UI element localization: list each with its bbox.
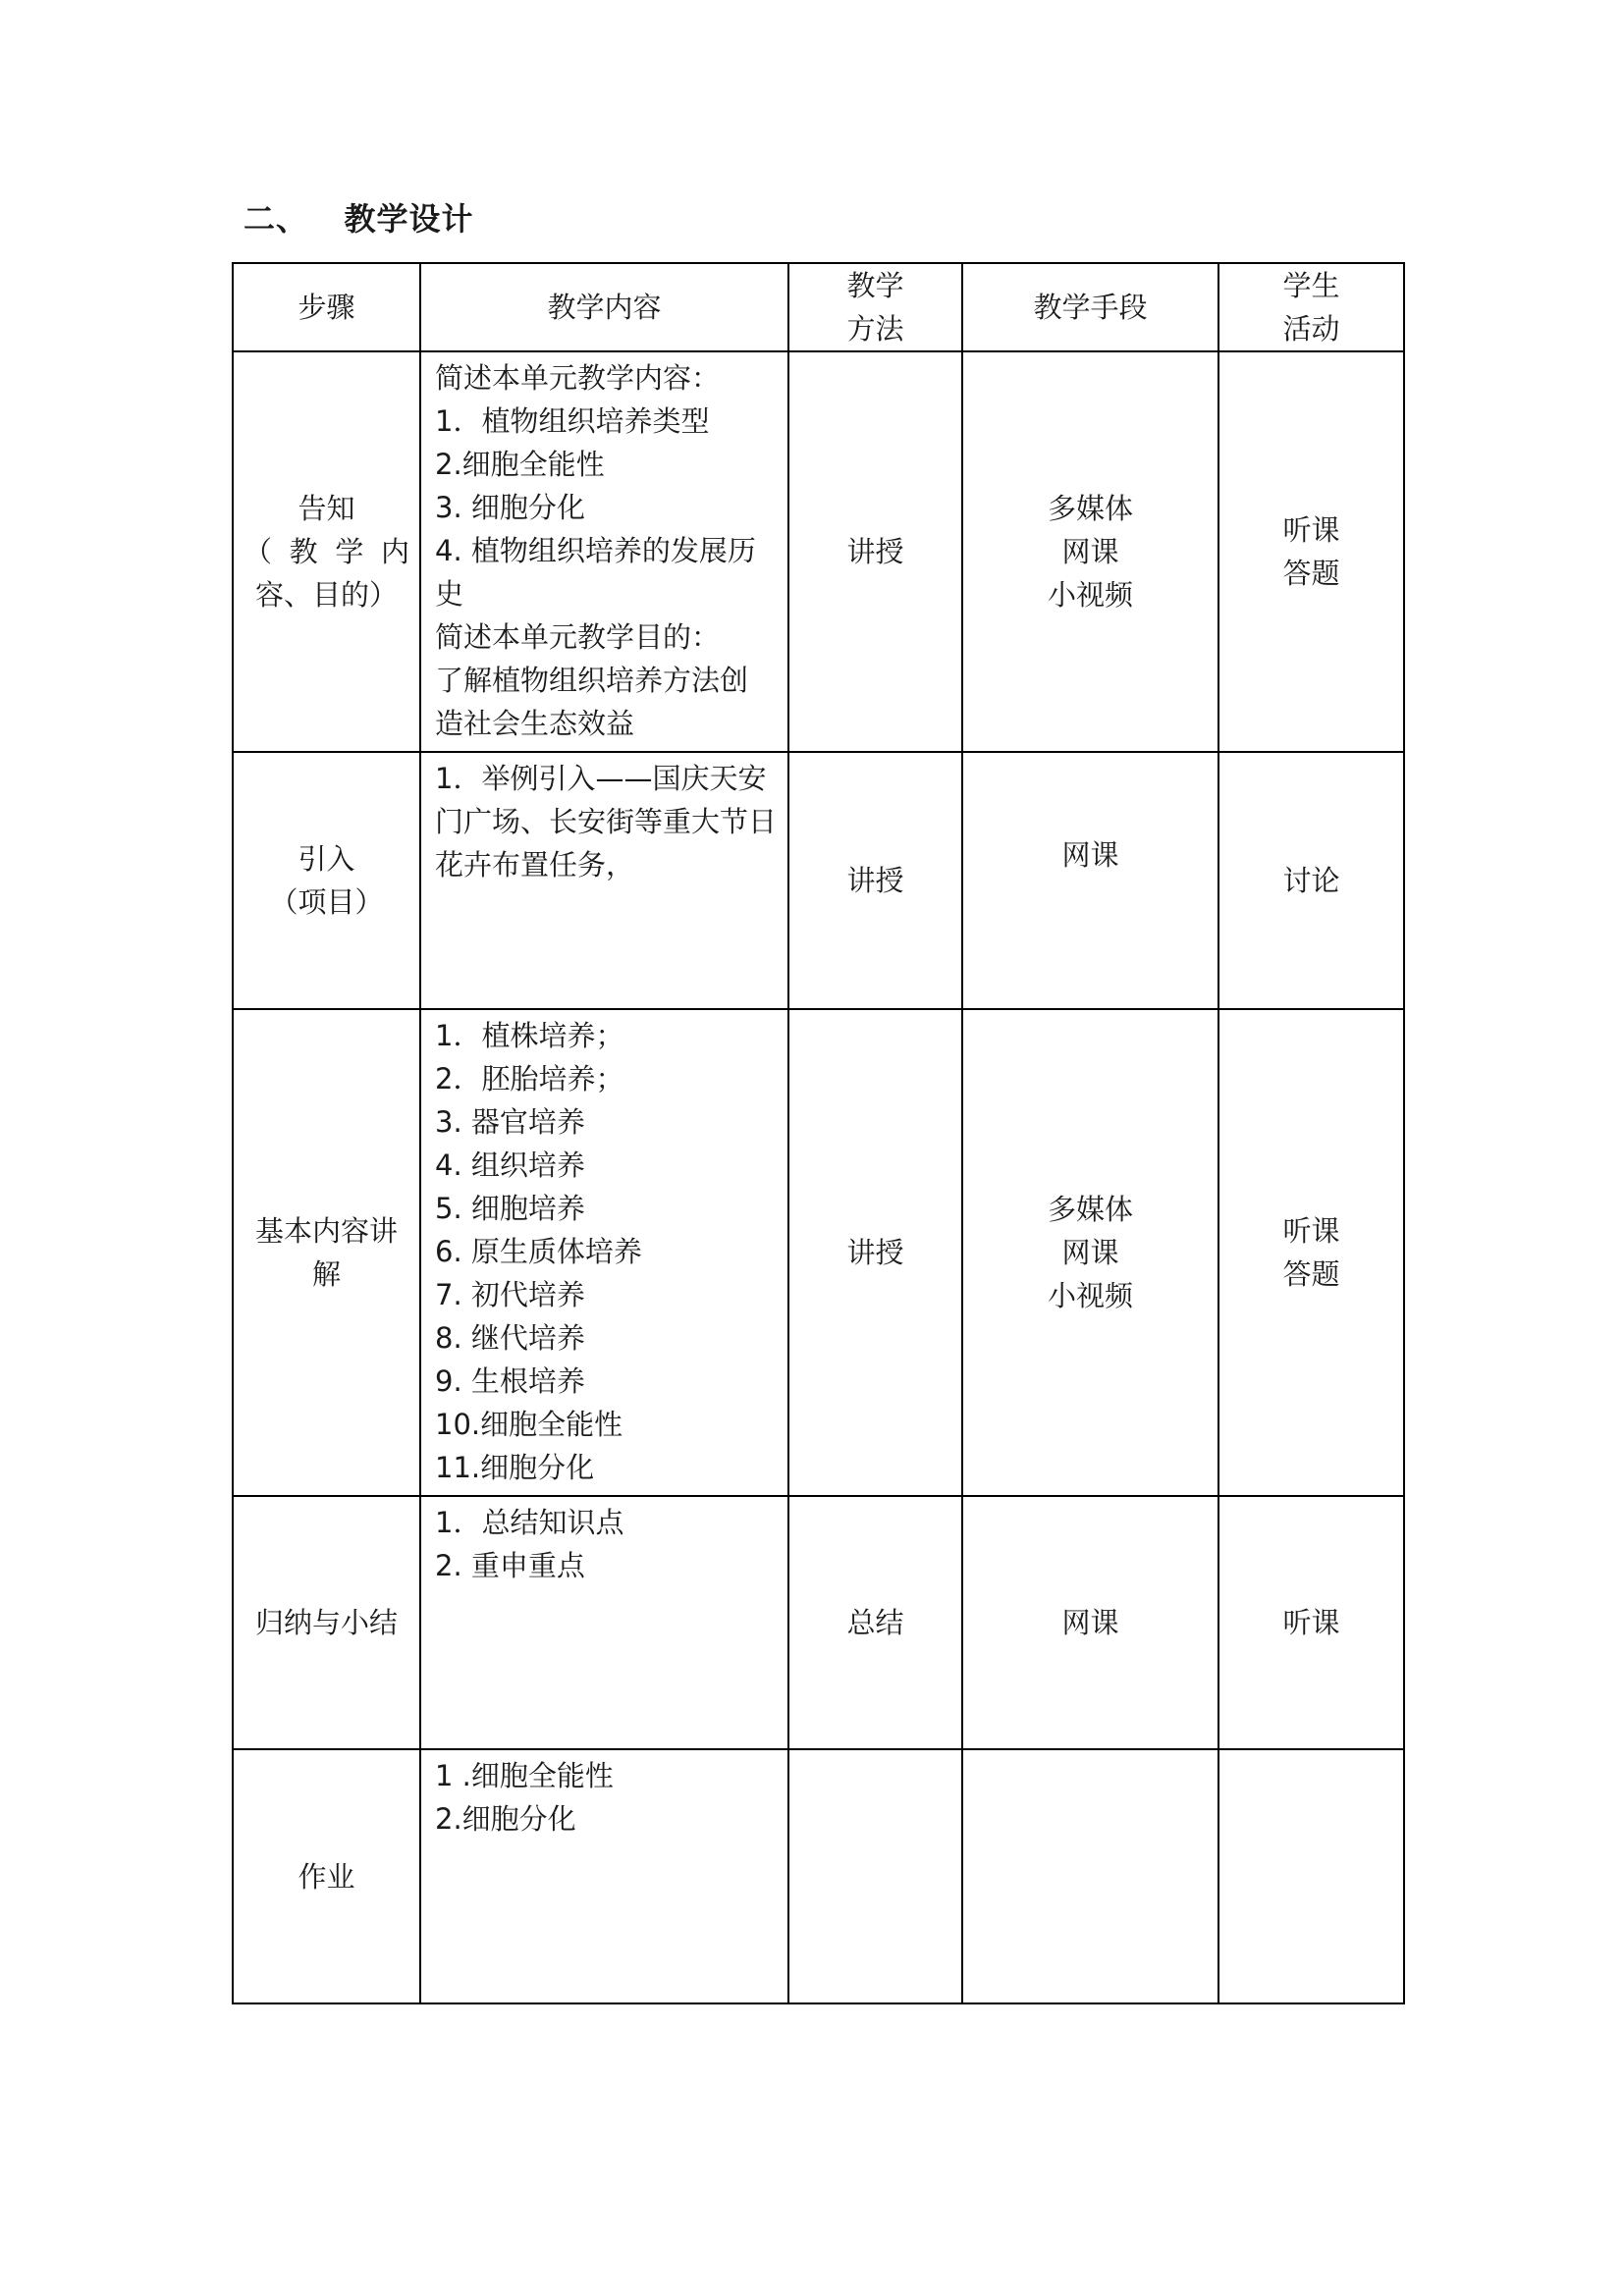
method-cell	[788, 1749, 962, 2003]
section-title: 教学设计	[344, 200, 474, 238]
content-cell: 1 .细胞全能性 2.细胞分化	[420, 1749, 788, 2003]
section-number: 二、	[244, 200, 309, 238]
step-cell: 基本内容讲 解	[233, 1009, 420, 1496]
activity-cell: 讨论	[1218, 752, 1404, 1009]
table-row	[233, 1496, 1404, 1749]
teaching-design-table	[232, 262, 1405, 2004]
method-cell: 讲授	[788, 752, 962, 1009]
content-cell: 简述本单元教学内容： 1．植物组织培养类型 2.细胞全能性 3. 细胞分化 4. 植物组织培养的发展历 史 简述本单元教学目的： 了解植物组织培养方法创 造社会生态效益	[420, 351, 788, 752]
method-cell: 讲授	[788, 351, 962, 752]
content-cell: 1．植株培养； 2．胚胎培养； 3. 器官培养 4. 组织培养 5. 细胞培养 6. 原生质体培养 7. 初代培养 8. 继代培养 9. 生根培养 10.细胞全能性 11.细胞分化	[420, 1009, 788, 1496]
header-step: 步骤	[233, 263, 420, 351]
means-cell: 多媒体 网课 小视频	[962, 351, 1218, 752]
step-cell: 归纳与小结	[233, 1496, 420, 1749]
header-means: 教学手段	[962, 263, 1218, 351]
header-activity: 学生 活动	[1218, 263, 1404, 351]
activity-cell	[1218, 1749, 1404, 2003]
table-header-row	[233, 263, 1404, 351]
content-cell: 1．举例引入——国庆天安 门广场、长安街等重大节日 花卉布置任务，	[420, 752, 788, 1009]
section-heading	[244, 196, 473, 241]
activity-cell: 听课	[1218, 1496, 1404, 1749]
means-cell	[962, 1749, 1218, 2003]
means-cell: 网课	[962, 1496, 1218, 1749]
table-row	[233, 351, 1404, 752]
activity-cell: 听课 答题	[1218, 1009, 1404, 1496]
means-cell: 网课	[962, 752, 1218, 1009]
table-row	[233, 1009, 1404, 1496]
means-cell: 多媒体 网课 小视频	[962, 1009, 1218, 1496]
header-method: 教学 方法	[788, 263, 962, 351]
step-cell: 告知 （教学内 容、目的）	[233, 351, 420, 752]
content-cell: 1．总结知识点 2. 重申重点	[420, 1496, 788, 1749]
activity-cell: 听课 答题	[1218, 351, 1404, 752]
step-cell: 作业	[233, 1749, 420, 2003]
header-content: 教学内容	[420, 263, 788, 351]
table-row	[233, 1749, 1404, 2003]
method-cell: 总结	[788, 1496, 962, 1749]
table-row	[233, 752, 1404, 1009]
step-cell: 引入 （项目）	[233, 752, 420, 1009]
method-cell: 讲授	[788, 1009, 962, 1496]
